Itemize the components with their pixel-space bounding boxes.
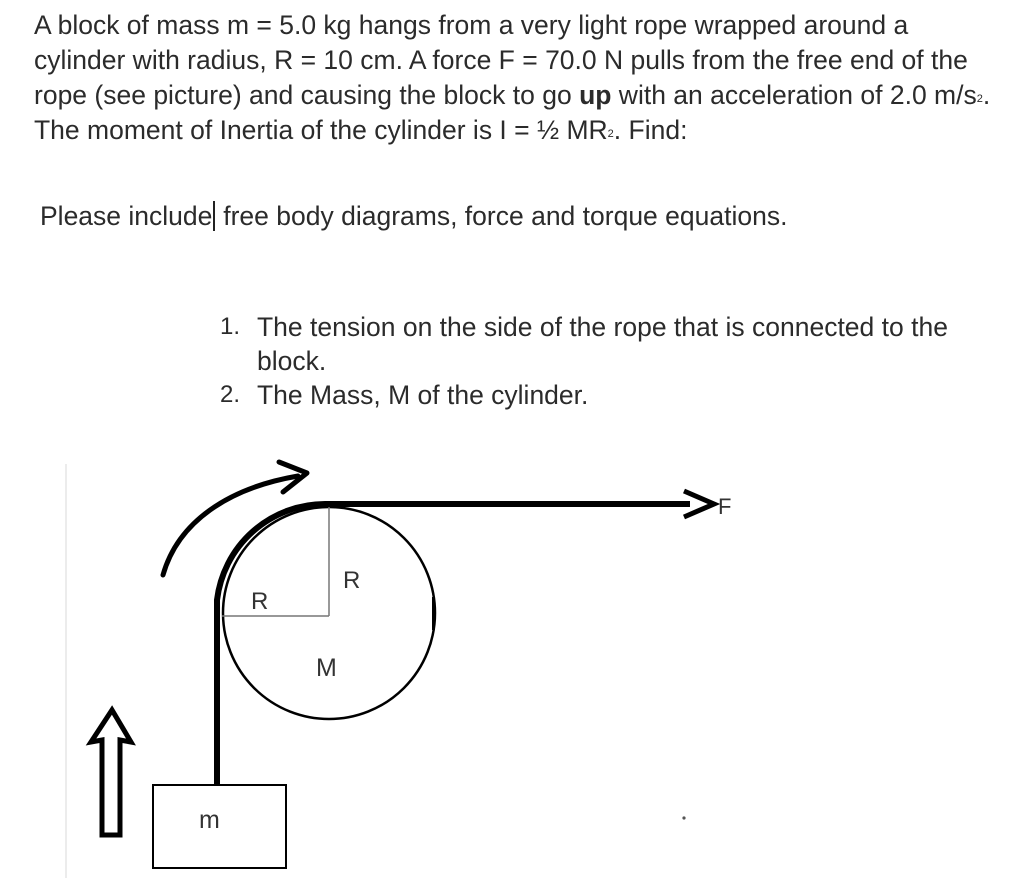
- question-text: The tension on the side of the rope that is connected to the block.: [257, 312, 948, 376]
- pulley-diagram: [0, 440, 1024, 878]
- problem-intro: A block of mass m = 5.0 kg hangs from a very light rope wrapped around a cylinder with radius, R = 10 cm. A force F = 70.0 N pulls from the free end of the rope (see picture) and causing the block to go: [34, 10, 968, 110]
- force-label: F: [718, 494, 732, 519]
- upward-motion-arrow: [91, 710, 131, 835]
- radius-label-horizontal: R: [251, 588, 269, 615]
- problem-emphasis: up: [579, 80, 612, 110]
- instruction-text[interactable]: [40, 199, 787, 234]
- cylinder-mass-label: M: [316, 654, 337, 682]
- inertia-exponent: 2: [607, 128, 614, 140]
- question-number: 1.: [220, 313, 241, 340]
- question-text: The Mass, M of the cylinder.: [257, 380, 589, 410]
- acceleration-exponent: 2: [976, 93, 983, 105]
- problem-statement: [34, 8, 994, 148]
- rope: [217, 504, 690, 777]
- instruction-after-cursor: free body diagrams, force and torque equations.: [215, 201, 788, 231]
- question-item: [220, 378, 990, 412]
- block-mass-label: m: [199, 806, 220, 834]
- instruction-before-cursor: Please include: [40, 201, 213, 231]
- problem-inertia: . The moment of Inertia of the cylinder is I = ½ MR: [34, 80, 991, 145]
- stray-dot: [682, 816, 685, 819]
- problem-mid: with an acceleration of 2.0 m/s: [611, 80, 977, 110]
- question-number: 2.: [220, 381, 241, 408]
- question-item: [220, 310, 990, 378]
- question-list: [220, 310, 990, 412]
- problem-end: . Find:: [613, 115, 688, 145]
- text-cursor: [213, 201, 215, 231]
- radius-label-vertical: R: [343, 567, 361, 594]
